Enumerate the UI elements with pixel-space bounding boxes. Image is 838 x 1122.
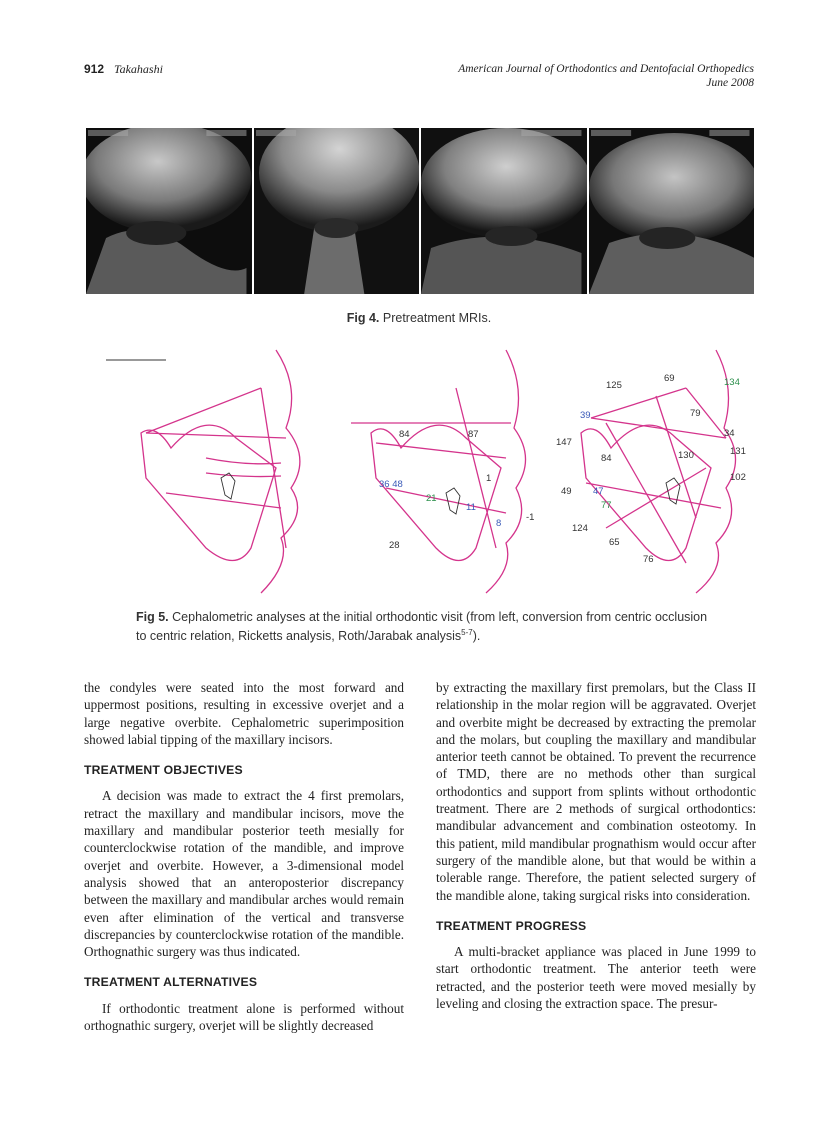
fig4-caption xyxy=(0,311,838,325)
jarabak-label-84: 84 xyxy=(601,453,612,464)
ricketts-label-28: 28 xyxy=(389,540,400,551)
paragraph: the condyles were seated into the most forward and uppermost positions, resulting in excessive overjet and a large negative overbite. Cephalometric superimposition showed labial tipping of the maxillary incisors. xyxy=(84,680,404,747)
ricketts-label-11: 11 xyxy=(466,502,476,513)
fig5-label: Fig 5. xyxy=(136,610,169,624)
jarabak-label-77: 77 xyxy=(601,500,612,511)
mri-image-2 xyxy=(254,128,420,294)
paragraph: A multi-bracket appliance was placed in June 1999 to start orthodontic treatment. The anterior teeth were retracted, and the posterior teeth were moved mesially by leveling and closing the extraction space. The presur- xyxy=(436,944,756,1012)
jarabak-label-79: 79 xyxy=(690,408,701,419)
ricketts-label-1: 1 xyxy=(486,473,492,484)
ricketts-label-8: 8 xyxy=(496,518,502,529)
ricketts-label-21: 21 xyxy=(426,493,437,504)
fig5-caption-text: Cephalometric analyses at the initial orthodontic visit (from left, conversion from centric occlusion to centric relation, Ricketts analysis, Roth/Jarabak analysis xyxy=(136,610,708,644)
ricketts-label-87: 87 xyxy=(468,429,479,440)
jarabak-label-65: 65 xyxy=(609,537,620,548)
jarabak-label-69: 69 xyxy=(664,373,675,384)
fig5-caption-refs: 5-7 xyxy=(461,628,473,637)
fig4-caption-text: Pretreatment MRIs. xyxy=(382,311,492,325)
jarabak-label-134: 134 xyxy=(724,377,740,388)
page-number: 912 xyxy=(84,62,105,76)
fig5-caption-end: ). xyxy=(472,629,481,644)
jarabak-label-147: 147 xyxy=(556,437,572,448)
jarabak-label-49: 49 xyxy=(561,486,572,497)
mri-image-1 xyxy=(86,128,252,294)
jarabak-label-39: 39 xyxy=(580,410,591,421)
paragraph: If orthodontic treatment alone is performed without orthognathic surgery, overjet will be slightly decreased xyxy=(84,1000,404,1034)
running-author: Takahashi xyxy=(114,62,163,76)
paragraph: by extracting the maxillary first premolars, but the Class II relationship in the molar region will be aggravated. Overjet and overbite might be decreased by extracting the premolar and the molars, but coupling the maxillary and mandibular anterior teeth cannot be obtained. To prevent the recurrence of TMD, there are no methods other than surgical orthodontics and support from splints without orthodontic treatment. There are 2 methods of surgical orthodontics: mandibular advancement and combination osteotomy. In this patient, mild mandibular prognathism would occur after surgery of the mandible alone, but that would be within a tolerable range. Therefore, the patient selected surgery of the mandible alone, taking surgical risks into consideration. xyxy=(436,680,756,903)
jarabak-label-124: 124 xyxy=(572,523,588,534)
journal-name: American Journal of Orthodontics and Dentofacial Orthopedics xyxy=(458,63,754,75)
left-column xyxy=(84,679,404,1034)
right-column xyxy=(436,679,756,1012)
jarabak-label-125: 125 xyxy=(606,380,622,391)
ricketts-label-36-48: 36 48 xyxy=(379,479,403,490)
jarabak-label-130: 130 xyxy=(678,450,694,461)
jarabak-label-47: 47 xyxy=(593,486,604,497)
fig5-caption xyxy=(136,609,716,644)
jarabak-label-34: 34 xyxy=(724,428,735,439)
journal-date: June 2008 xyxy=(706,77,754,89)
ricketts-label-minus1: -1 xyxy=(526,512,535,523)
jarabak-label-102: 102 xyxy=(730,472,746,483)
jarabak-label-76: 76 xyxy=(643,554,654,565)
journal-title xyxy=(458,62,754,90)
mri-image-4 xyxy=(589,128,755,294)
jarabak-label-131: 131 xyxy=(730,446,746,457)
fig4-label: Fig 4. xyxy=(346,311,380,325)
fig5-cephalometric-tracings xyxy=(86,348,754,598)
section-heading-objectives: TREATMENT OBJECTIVES xyxy=(84,763,243,778)
page-header xyxy=(84,62,754,96)
ricketts-label-84: 84 xyxy=(399,429,410,440)
section-heading-progress: TREATMENT PROGRESS xyxy=(436,918,587,933)
paragraph: A decision was made to extract the 4 first premolars, retract the maxillary and mandibular incisors, move the maxillary and mandibular posterior teeth mesially for counterclockwise rotation of the mandible, and improve overjet and overbite. However, a 3-dimensional model analysis showed that an anteroposterior discrepancy between the maxillary and mandibular arches would remain even after elimination of the vertical and transverse discrepancies by counterclockwise rotation of the mandible. Orthognathic surgery was thus indicated. xyxy=(84,788,404,960)
mri-image-3 xyxy=(421,128,587,294)
section-heading-alternatives: TREATMENT ALTERNATIVES xyxy=(84,975,258,990)
fig4-mri-images xyxy=(86,128,754,294)
